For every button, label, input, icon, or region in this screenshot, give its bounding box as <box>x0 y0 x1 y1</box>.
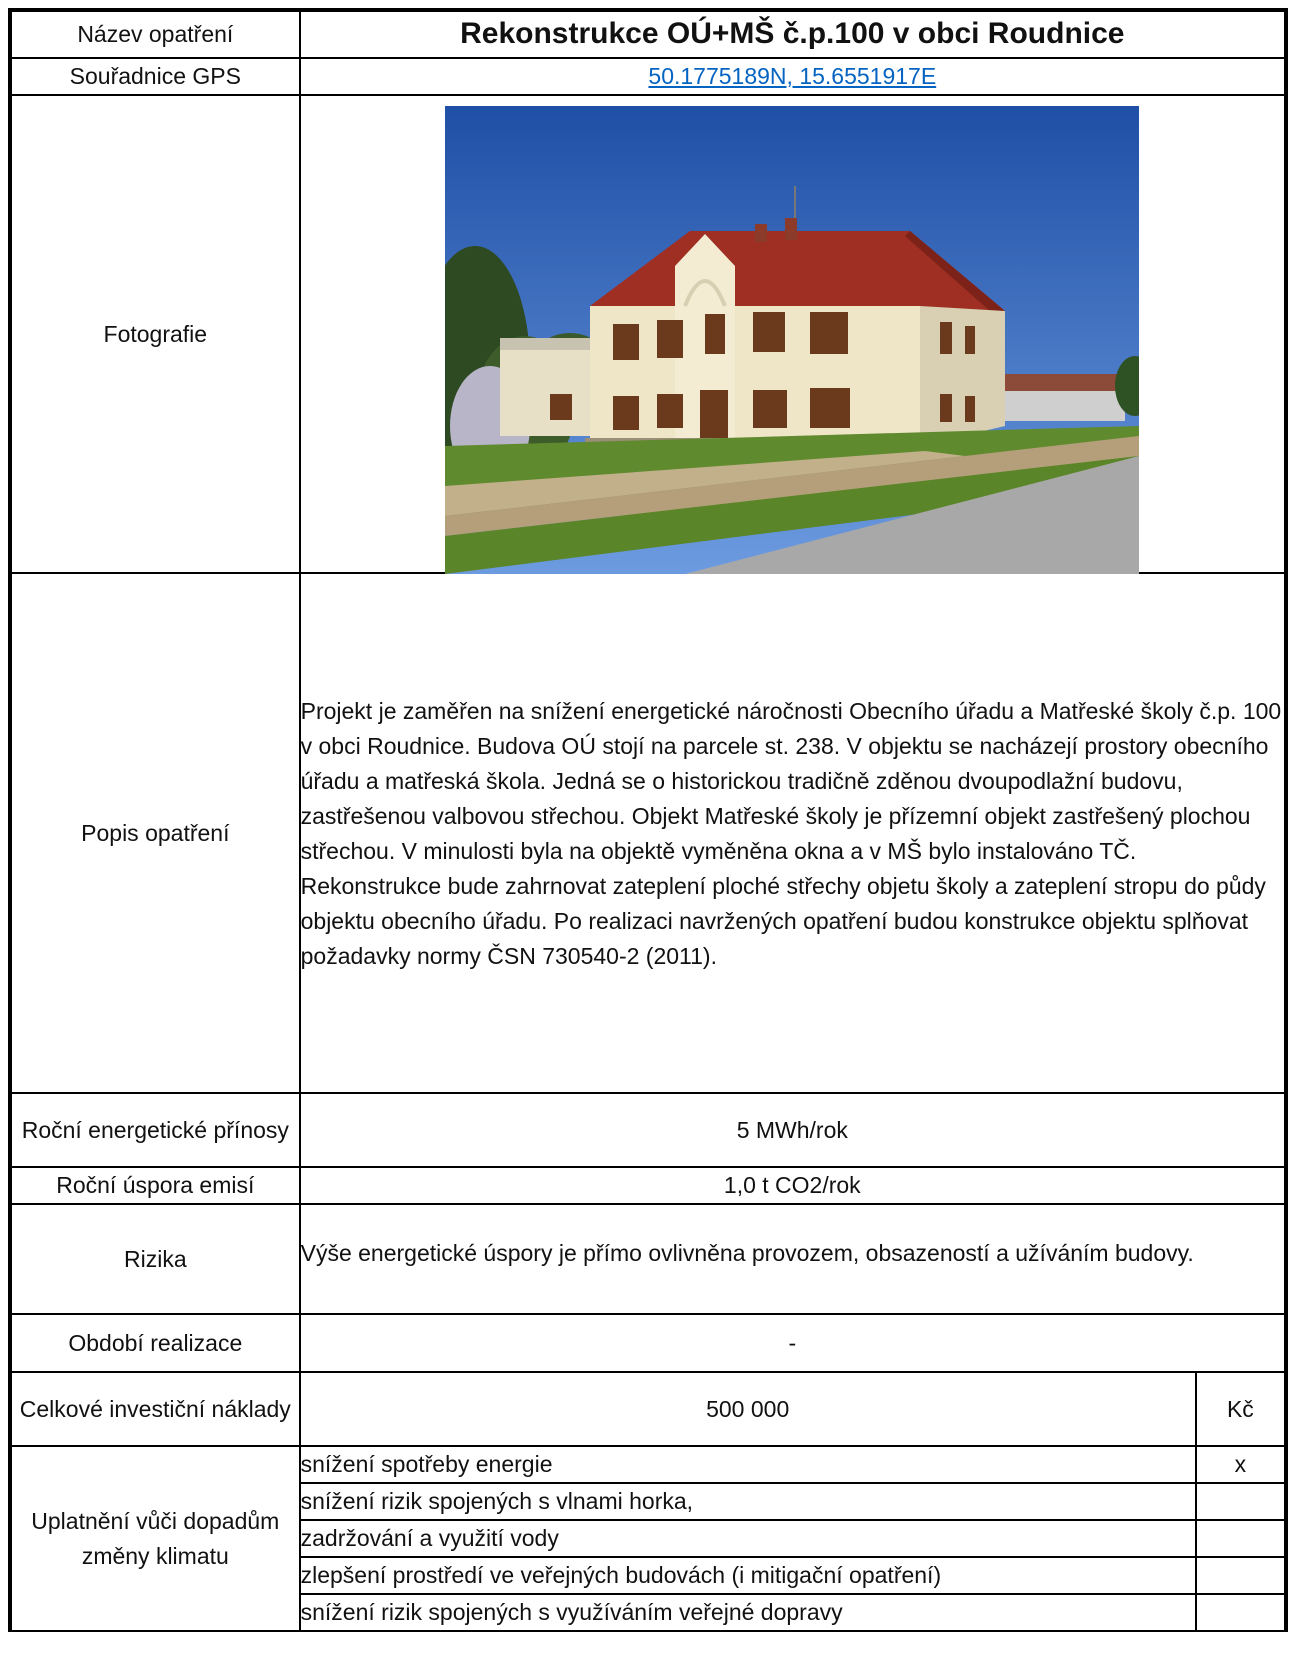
naklady-unit: Kč <box>1196 1372 1286 1446</box>
rizika-label: Rizika <box>10 1204 300 1314</box>
klimat-item-mark: x <box>1196 1446 1286 1483</box>
measure-title: Rekonstrukce OÚ+MŠ č.p.100 v obci Roudnice <box>460 17 1125 50</box>
prinosy-label: Roční energetické přínosy <box>10 1093 300 1167</box>
foto-cell <box>300 95 1286 573</box>
nazev-cell <box>300 10 1286 58</box>
prinosy-value: 5 MWh/rok <box>300 1093 1286 1167</box>
klimat-label: Uplatnění vůči dopadům změny klimatu <box>10 1446 300 1631</box>
naklady-label: Celkové investiční náklady <box>10 1372 300 1446</box>
building-photo <box>445 106 1139 574</box>
foto-label: Fotografie <box>10 95 300 573</box>
row-foto <box>10 95 1286 573</box>
photo-wrap <box>301 96 1284 572</box>
popis-paragraph-2: Rekonstrukce bude zahrnovat zateplení ploché střechy objetu školy a zateplení stropu do půdy objektu obecního úřadu. Po realizaci navržených opatření budou konstrukce objektu splňovat požadavky normy ČSN 730540-2 (2011). <box>300 873 1266 969</box>
klimat-item-mark <box>1196 1594 1286 1631</box>
popis-label: Popis opatření <box>10 573 300 1093</box>
nazev-label: Název opatření <box>10 10 300 58</box>
popis-paragraph-1: Projekt je zaměřen na snížení energetické náročnosti Obecního úřadu a Matřeské školy č.p. 100 v obci Roudnice. Budova OÚ stojí na parcele st. 238. V objektu se nacházejí prostory obecního úřadu a matřeská škola. Jedná se o historickou tradičně zděnou dvoupodlažní budovu, zastřešenou valbovou střechou. Objekt Matřeské školy je přízemní objekt zastřešený plochou střechou. V minulosti byla na objektě vyměněna okna a v MŠ bylo instalováno TČ. <box>300 698 1282 864</box>
obdobi-value: - <box>300 1314 1286 1372</box>
gps-cell <box>300 58 1286 95</box>
row-prinosy <box>10 1093 1286 1167</box>
row-naklady <box>10 1372 1286 1446</box>
obdobi-label: Období realizace <box>10 1314 300 1372</box>
row-popis <box>10 573 1286 1093</box>
emise-label: Roční úspora emisí <box>10 1167 300 1204</box>
row-obdobi <box>10 1314 1286 1372</box>
klimat-item-text: snížení rizik spojených s vlnami horka, <box>300 1483 1196 1520</box>
row-rizika <box>10 1204 1286 1314</box>
klimat-item-mark <box>1196 1557 1286 1594</box>
klimat-item-mark <box>1196 1520 1286 1557</box>
row-nazev <box>10 10 1286 58</box>
naklady-value: 500 000 <box>300 1372 1196 1446</box>
klimat-item-text: zlepšení prostředí ve veřejných budovách (i mitigační opatření) <box>300 1557 1196 1594</box>
klimat-row-1 <box>10 1446 1286 1483</box>
gps-label: Souřadnice GPS <box>10 58 300 95</box>
klimat-item-mark <box>1196 1483 1286 1520</box>
measure-form-table <box>8 8 1288 1632</box>
rizika-value: Výše energetické úspory je přímo ovlivněna provozem, obsazeností a užíváním budovy. <box>300 1204 1286 1314</box>
popis-cell <box>300 573 1286 1093</box>
gps-link[interactable]: 50.1775189N, 15.6551917E <box>648 63 937 89</box>
klimat-item-text: snížení rizik spojených s využíváním veřejné dopravy <box>300 1594 1196 1631</box>
emise-value: 1,0 t CO2/rok <box>300 1167 1286 1204</box>
row-gps <box>10 58 1286 95</box>
klimat-item-text: snížení spotřeby energie <box>300 1446 1196 1483</box>
klimat-item-text: zadržování a využití vody <box>300 1520 1196 1557</box>
row-emise <box>10 1167 1286 1204</box>
